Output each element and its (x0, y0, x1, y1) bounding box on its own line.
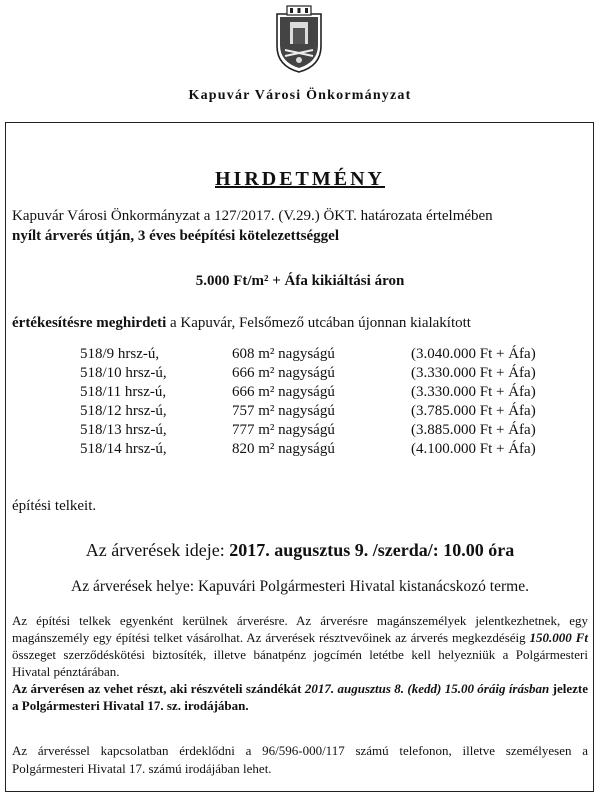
sale-announcement (12, 315, 592, 332)
lot-area: 608 m² nagyságú (232, 346, 335, 362)
rules-text: összeget szerződéskötési biztosíték, illetve bánatpénz jogcímén letétbe kell helyezniük a Polgármesteri Hivatal pénztárában. (12, 647, 588, 679)
deposit-amount: 150.000 Ft (529, 630, 588, 645)
rules-text: jelezte a Polgármesteri Hivatal 17. sz. irodájában. (12, 681, 589, 713)
lot-area: 666 m² nagyságú (232, 384, 335, 400)
lot-price: (3.330.000 Ft + Áfa) (411, 384, 536, 400)
intro-paragraph (12, 206, 588, 246)
contact-paragraph: Az árveréssel kapcsolatban érdeklődni a 96/596-000/117 számú telefonon, illetve személyesen a Polgármesteri Hivatal 17. számú irodájában lehet. (12, 743, 588, 776)
rules-paragraph-1 (12, 612, 588, 680)
rules-text: Az építési telkek egyenként kerülnek árverésre. Az árverésre magánszemélyek jelentkezhetnek, egy magánszemély egy építési telket vásárolhat. Az árverések résztvevőinek az árverés megkezdéséig (12, 613, 588, 645)
lot-id: 518/13 hrsz-ú, (80, 422, 167, 438)
lot-id: 518/14 hrsz-ú, (80, 441, 167, 457)
organization-header: Kapuvár Városi Önkormányzat (188, 88, 412, 103)
auction-place: Az árverések helye: Kapuvári Polgármesteri Hivatal kistanácskozó terme. (71, 578, 529, 595)
lot-price: (3.330.000 Ft + Áfa) (411, 365, 536, 381)
lot-id: 518/9 hrsz-ú, (80, 346, 160, 362)
starting-price: 5.000 Ft/m² + Áfa kikiáltási áron (195, 273, 405, 289)
registration-deadline: 2017. augusztus 8. (kedd) 15.00 óráig írásban (304, 681, 550, 696)
lot-area: 777 m² nagyságú (232, 422, 335, 438)
sale-rest-text: a Kapuvár, Felsőmező utcában újonnan kialakított (166, 315, 471, 331)
intro-line-2: nyílt árverés útján, 3 éves beépítési kötelezettséggel (12, 228, 339, 244)
lot-id: 518/10 hrsz-ú, (80, 365, 167, 381)
coat-of-arms-logo (273, 4, 325, 74)
auction-date-value: 2017. augusztus 9. /szerda/: 10.00 óra (229, 540, 515, 560)
lot-price: (4.100.000 Ft + Áfa) (411, 441, 536, 457)
lot-price: (3.040.000 Ft + Áfa) (411, 346, 536, 362)
lot-id: 518/11 hrsz-ú, (80, 384, 167, 400)
sale-bold-text: értékesítésre meghirdeti (12, 315, 167, 331)
lot-id: 518/12 hrsz-ú, (80, 403, 167, 419)
lot-area: 666 m² nagyságú (232, 365, 335, 381)
lot-price: (3.885.000 Ft + Áfa) (411, 422, 536, 438)
plots-text: építési telkeit. (12, 498, 97, 514)
rules-paragraph-2 (12, 680, 588, 714)
auction-date (0, 540, 600, 561)
auction-date-label: Az árverések ideje: (85, 540, 230, 560)
lot-price: (3.785.000 Ft + Áfa) (411, 403, 536, 419)
rules-section (12, 612, 588, 714)
lot-area: 820 m² nagyságú (232, 441, 335, 457)
lot-area: 757 m² nagyságú (232, 403, 335, 419)
notice-title: HIRDETMÉNY (214, 168, 385, 190)
rules-text: Az árverésen az vehet részt, aki részvételi szándékát (12, 681, 305, 696)
intro-line-1: Kapuvár Városi Önkormányzat a 127/2017. (V.29.) ÖKT. határozata értelmében (12, 208, 493, 224)
